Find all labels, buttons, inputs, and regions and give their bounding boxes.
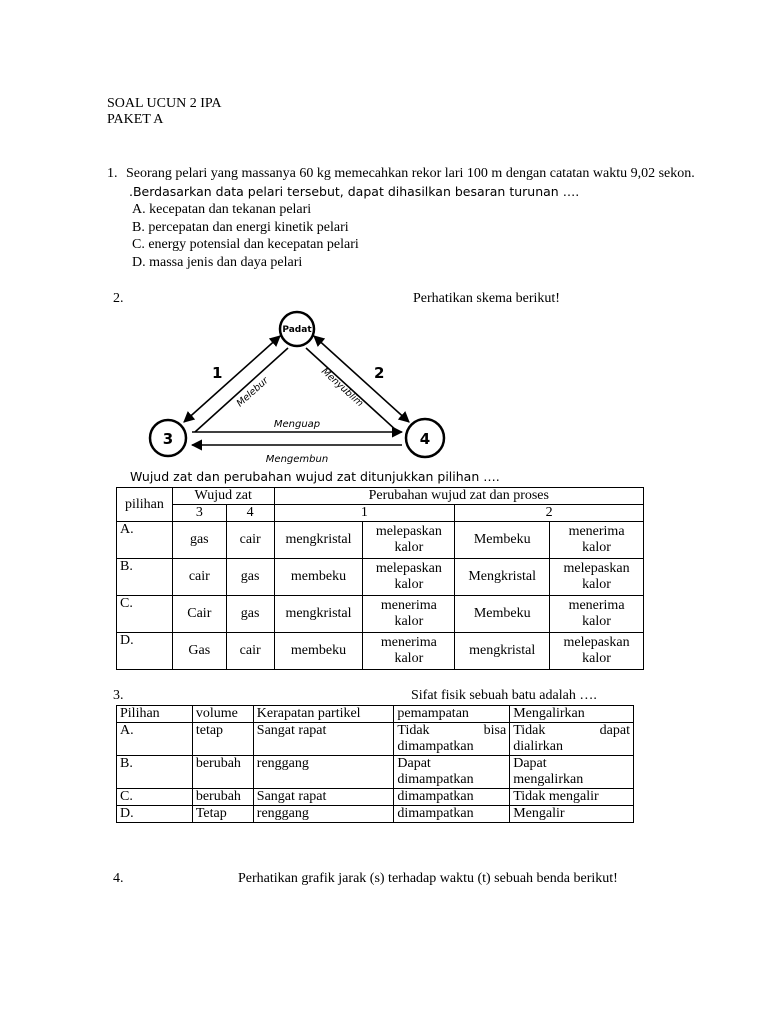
cell-word: bisa — [483, 723, 507, 738]
cell-line: mengalirkan — [513, 772, 584, 787]
table-cell: Tidak mengalir — [510, 789, 634, 806]
table-cell: renggang — [253, 756, 394, 789]
node-4-label: 4 — [419, 430, 431, 448]
table-cell: cair — [226, 633, 274, 670]
table-cell — [363, 559, 455, 596]
node-solid-label: Padat — [282, 325, 312, 335]
table-cell: berubah — [192, 756, 253, 789]
cell-line: kalor — [394, 614, 424, 629]
cell-line: kalor — [394, 540, 424, 555]
table-cell: D. — [117, 633, 173, 670]
cell-line: dialirkan — [513, 739, 563, 754]
cell-line: menerima — [568, 598, 625, 613]
cell-line — [513, 723, 630, 739]
table-cell — [510, 723, 634, 756]
cell-line: dimampatkan — [397, 772, 474, 787]
table-row — [117, 806, 634, 823]
question-prompt: .Berdasarkan data pelari tersebut, dapat dihasilkan besaran turunan …. — [129, 184, 580, 199]
mengembun-label: Mengembun — [265, 454, 329, 465]
rock-properties-table — [116, 705, 634, 823]
table-header-row — [117, 505, 644, 522]
arrow-2-label: 2 — [374, 364, 385, 382]
table-cell: cair — [226, 522, 274, 559]
cell-line: kalor — [582, 577, 611, 592]
cell-line: melepaskan — [375, 561, 442, 576]
header-cell: pemampatan — [394, 706, 510, 723]
question-number: 3. — [113, 688, 124, 703]
cell-word: dapat — [599, 723, 630, 738]
table-cell — [363, 596, 455, 633]
header-cell: pilihan — [117, 488, 173, 522]
table-cell: dimampatkan — [394, 789, 510, 806]
table-cell: Sangat rapat — [253, 723, 394, 756]
option-b: B. percepatan dan energi kinetik pelari — [132, 220, 349, 235]
header-cell: 1 — [274, 505, 455, 522]
cell-line: kalor — [582, 540, 611, 555]
table-row — [117, 756, 634, 789]
table-cell: Sangat rapat — [253, 789, 394, 806]
cell-line: menerima — [380, 635, 437, 650]
question-number: 2. — [113, 291, 124, 306]
option-c: C. energy potensial dan kecepatan pelari — [132, 237, 359, 252]
header-cell: Wujud zat — [172, 488, 274, 505]
header-cell: Mengalirkan — [510, 706, 634, 723]
table-cell: Tetap — [192, 806, 253, 823]
menyublim-label: Menyublim — [318, 366, 366, 410]
table-row — [117, 723, 634, 756]
table-cell: mengkristal — [274, 596, 363, 633]
table-cell: A. — [117, 723, 193, 756]
table-cell — [550, 633, 644, 670]
cell-word: Tidak — [397, 723, 430, 738]
table-cell: cair — [172, 559, 226, 596]
table-cell: tetap — [192, 723, 253, 756]
question-number: 4. — [113, 871, 124, 886]
table-cell: Membeku — [455, 596, 550, 633]
table-cell — [394, 723, 510, 756]
question-prompt: Wujud zat dan perubahan wujud zat ditunjukkan pilihan …. — [130, 469, 500, 484]
cell-line: melepaskan — [563, 561, 630, 576]
table-cell: B. — [117, 756, 193, 789]
table-cell: membeku — [274, 559, 363, 596]
header-cell: Pilihan — [117, 706, 193, 723]
table-cell: Mengkristal — [455, 559, 550, 596]
cell-line: menerima — [380, 598, 437, 613]
table-cell: dimampatkan — [394, 806, 510, 823]
table-cell: C. — [117, 596, 173, 633]
header-cell: Perubahan wujud zat dan proses — [274, 488, 643, 505]
table-cell: B. — [117, 559, 173, 596]
cell-line: melepaskan — [375, 524, 442, 539]
cell-word: Tidak — [513, 723, 546, 738]
option-d: D. massa jenis dan daya pelari — [132, 255, 303, 270]
table-row — [117, 789, 634, 806]
table-cell — [394, 756, 510, 789]
question-prompt: Sifat fisik sebuah batu adalah …. — [411, 688, 597, 703]
header-cell: 2 — [455, 505, 644, 522]
table-header-row — [117, 706, 634, 723]
menguap-label: Menguap — [273, 419, 321, 430]
question-text: Seorang pelari yang massanya 60 kg memecahkan rekor lari 100 m dengan catatan waktu 9,02 sekon. — [126, 166, 695, 181]
question-number: 1. — [107, 166, 118, 181]
option-a: A. kecepatan dan tekanan pelari — [132, 202, 312, 217]
table-cell: gas — [226, 596, 274, 633]
table-row — [117, 522, 644, 559]
arrow-1-label: 1 — [212, 364, 223, 382]
table-cell: mengkristal — [455, 633, 550, 670]
table-cell: C. — [117, 789, 193, 806]
header-cell: volume — [192, 706, 253, 723]
node-3-label: 3 — [162, 430, 174, 448]
cell-line: kalor — [394, 651, 424, 666]
table-cell: Mengalir — [510, 806, 634, 823]
table-cell: Cair — [172, 596, 226, 633]
table-cell: A. — [117, 522, 173, 559]
table-cell — [510, 756, 634, 789]
header-cell: Kerapatan partikel — [253, 706, 394, 723]
table-cell: Gas — [172, 633, 226, 670]
table-cell: D. — [117, 806, 193, 823]
cell-line: kalor — [394, 577, 424, 592]
melebur-label: Melebur — [234, 375, 271, 410]
doc-title: SOAL UCUN 2 IPA — [107, 96, 222, 111]
cell-line: kalor — [582, 651, 611, 666]
table-cell: mengkristal — [274, 522, 363, 559]
table-cell — [550, 596, 644, 633]
table-cell: gas — [226, 559, 274, 596]
question-instruction: Perhatikan grafik jarak (s) terhadap waktu (t) sebuah benda berikut! — [238, 871, 618, 886]
table-cell — [550, 522, 644, 559]
cell-line — [397, 723, 506, 739]
table-row — [117, 559, 644, 596]
cell-line: Dapat — [397, 756, 431, 771]
phase-change-table — [116, 487, 644, 670]
table-cell — [363, 522, 455, 559]
table-cell — [550, 559, 644, 596]
phase-change-diagram — [140, 310, 470, 468]
table-row — [117, 596, 644, 633]
cell-line: melepaskan — [563, 635, 630, 650]
table-cell — [363, 633, 455, 670]
header-cell: 3 — [172, 505, 226, 522]
table-cell: Membeku — [455, 522, 550, 559]
table-cell: membeku — [274, 633, 363, 670]
question-instruction: Perhatikan skema berikut! — [413, 291, 560, 306]
doc-subtitle: PAKET A — [107, 112, 164, 127]
table-cell: gas — [172, 522, 226, 559]
cell-line: kalor — [582, 614, 611, 629]
table-header-row — [117, 488, 644, 505]
cell-line: dimampatkan — [397, 739, 474, 754]
table-cell: renggang — [253, 806, 394, 823]
table-row — [117, 633, 644, 670]
cell-line: menerima — [568, 524, 625, 539]
cell-line: Dapat — [513, 756, 547, 771]
table-cell: berubah — [192, 789, 253, 806]
header-cell: 4 — [226, 505, 274, 522]
